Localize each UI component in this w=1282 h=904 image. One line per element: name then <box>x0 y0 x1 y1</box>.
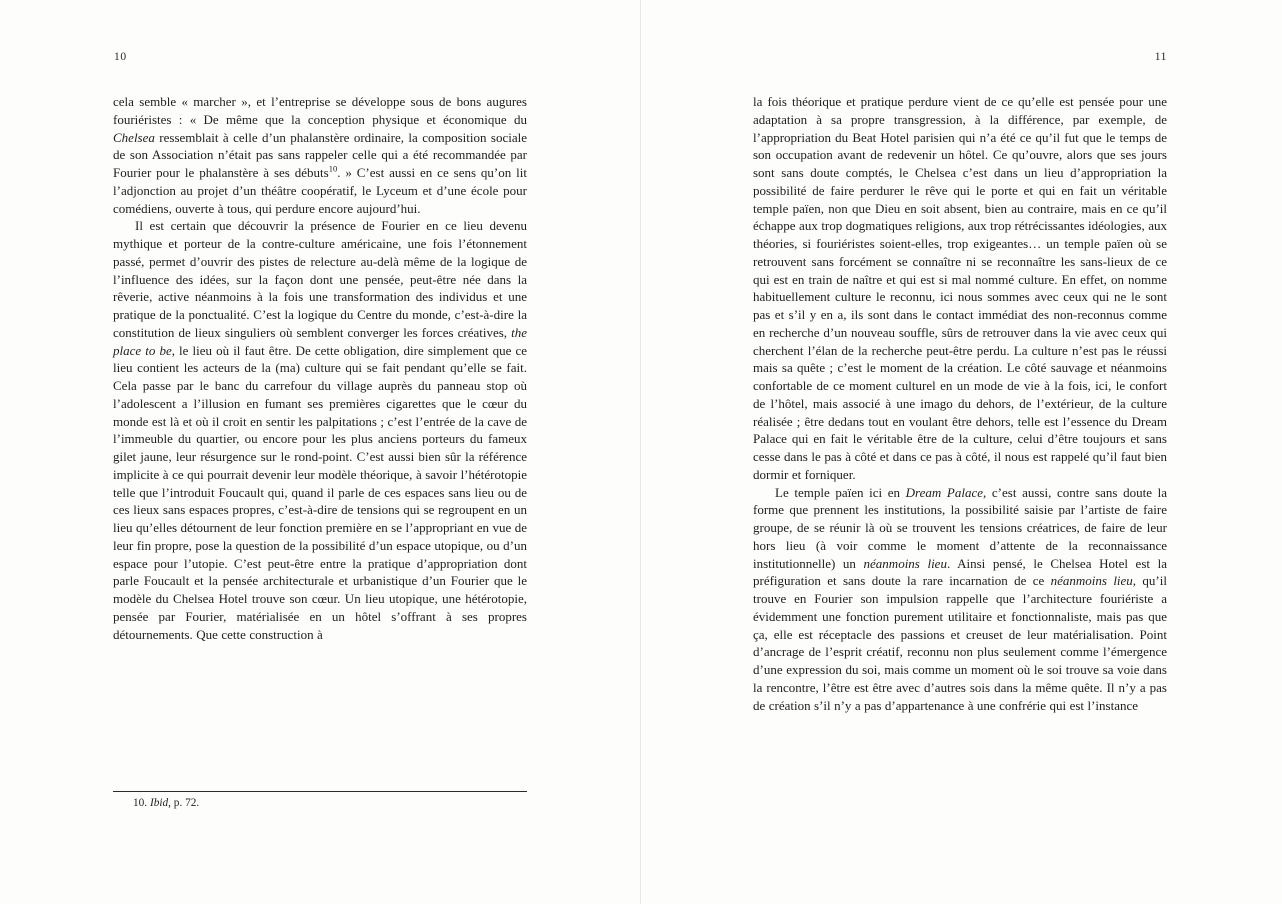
text-run: , le lieu où il faut être. De cette obligation, dire simplement que ce lieu contient les acteurs de la (ma) culture qui se fait pendant qu’elle se fait. Cela passe par le banc du carrefour du village auprès du panneau stop où l’adolescent a l’illusion en fumant ses premières cigarettes que le cœur du monde est là et où il croit en sentir les palpitations ; c’est l’entrée de la cave de l’immeuble du quartier, ou encore pour les plus anciens porteurs du fameux gilet jaune, leur résurgence sur le rond-point. C’est aussi bien sûr la référence implicite à ce qui pourrait devenir leur modèle théorique, à savoir l’hétérotopie telle que l’introduit Foucault qui, quand il parle de ces espaces sans lieu ou de ces lieux sans espaces propres, c’est-à-dire de tensions qui se regroupent en un lieu qu’elles détournent de leur fonction première en se l’appropriant en vue de leur fin propre, pose la question de la possibilité d’un espace utopique, ou d’un espace pour l’utopie. C’est peut-être entre la pratique d’appropriation dont parle Foucault et la pensée architecturale et urbanistique d’un Fourier que le modèle du Chelsea Hotel trouve son cœur. Un lieu utopique, une hétérotopie, pensée par Fourier, matérialisée en un hôtel s’offrant à ses propres détournements. Que cette construction à <box>113 342 527 642</box>
footnote-block <box>113 791 527 811</box>
page-gutter <box>640 0 641 904</box>
paragraph <box>113 217 527 643</box>
text-run: , c’est aussi, contre sans doute la forme que prennent les institutions, la possibilité saisie par l’artiste de faire groupe, de se réunir là où se trouvent les tensions créatrices, de faire de leur hors lieu (à voir comme le moment d’attente de la reconnaissance institutionnelle) un <box>753 484 1167 571</box>
text-run: qu’il trouve en Fourier son impulsion rappelle que l’architecture fouriériste a évidemment une fonction purement utilitaire et fonctionnaliste, mais pas que ça, elle est réceptacle des passions et creuset de leur matérialisation. Point d’ancrage de l’esprit créatif, reconnu non plus seulement comme l’émergence d’une expression du soi, mais comme un moment où le soi trouve sa voie dans la rencontre, l’être est être avec d’autres sois dans la même quête. Il n’y a pas de création s’il n’y a pas d’appartenance à une confrérie qui est l’instance <box>753 573 1167 713</box>
text-run: . » C’est aussi en ce sens qu’on lit l’adjonction au projet d’un théâtre coopératif, le Lyceum et d’une école pour comédiens, ouverte à tous, qui perdure encore aujourd’hui. <box>113 165 527 216</box>
text-run: the place to be <box>113 324 527 358</box>
paragraph <box>113 93 527 217</box>
text-run: , p. 72. <box>168 797 200 809</box>
right-page-text-column <box>753 93 1167 714</box>
text-run: la fois théorique et pratique perdure vient de ce qu’elle est pensée pour une adaptation à sa propre transgression, à la différence, par exemple, de l’appropriation du Beat Hotel parisien qui n’a été ce qu’il fut que le temps de son occupation avant de redevenir un hôtel. Ce qu’ouvre, alors que ses jours sont sans doute comptés, le Chelsea c’est dans un lieu d’appropriation la possibilité de faire perdurer le rêve qui le porte et qui en fait un véritable temple païen, non que Dieu en soit absent, bien au contraire, mais en ce qu’il échappe aux trop dogmatiques religions, aux trop rétrécissantes idéologies, aux théories, si fouriéristes soient-elles, trop exigeantes… un temple païen où se retrouvent sans forcément se connaître ni se reconnaître les sans-lieux de ce qui est en train de naître et qui est si mal nommé culture. En effet, on nomme habituellement culture le reconnu, ici nous sommes avec ceux qui ne le sont pas et s’il y en a, ils sont dans le contact immédiat des non-reconnus comme en recherche d’un nouveau souffle, sûrs de retrouver dans la vie avec ceux qui cherchent l’élan de la recherche peut-être perdu. La culture n’est pas le réussi mais sa quête ; c’est le moment de la création. Le côté sauvage et néanmoins confortable de ce moment culturel en un mode de vie à la fois, ici, le confort de l’hôtel, mais associé à une imago du dehors, de l’extérieur, de la culture réalisée ; être dedans tout en voulant être dehors, telle est l’essence du Dream Palace qui en fait le véritable être de la culture, celui d’être toujours et sans cesse dans le pas à côté et dans ce pas à côté, il nous est rappelé qu’il faut bien dormir et forniquer. <box>753 94 1167 482</box>
text-run: . Ainsi pensé, le Chelsea Hotel est la préfiguration et sans doute la rare incarnation de ce <box>753 555 1167 589</box>
paragraph <box>753 93 1167 484</box>
text-run: Dream Palace <box>905 484 984 500</box>
text-run: néanmoins lieu, <box>1050 573 1137 589</box>
text-run: cela semble « marcher », et l’entreprise se développe sous de bons augures fouriéristes : « De même que la conception physique et économique du <box>113 94 527 127</box>
paragraph <box>753 484 1167 715</box>
text-run: Il est certain que découvrir la présence de Fourier en ce lieu devenu mythique et porteur de la contre-culture américaine, une fois l’étonnement passé, permet d’ouvrir des pistes de relecture au-delà même de la logique de l’influence des idées, sur la façon dont une pensée, peut-être née dans la rêverie, active néanmoins à la fois une transformation des individus et une pratique de la ponctualité. C’est la logique du Centre du monde, c’est-à-dire la constitution de lieux singuliers où semblent converger les forces créatives, <box>113 218 527 340</box>
footnote-reference: 10 <box>328 163 338 174</box>
page-number-left: 10 <box>114 51 127 63</box>
text-run: ressemblait à celle d’un phalanstère ordinaire, la composition sociale de son Association n’était pas sans rappeler celle qui a été recommandée par Fourier pour le phalanstère à ses débuts <box>113 129 527 180</box>
footnote-rule <box>113 791 527 792</box>
page-number-right: 11 <box>1154 51 1167 63</box>
left-page-text-column <box>113 93 527 643</box>
text-run: Ibid <box>149 797 169 809</box>
footnote <box>113 796 527 811</box>
text-run: 10. <box>133 797 150 809</box>
text-run: Chelsea <box>113 129 155 145</box>
text-run: Le temple païen ici en <box>775 484 906 500</box>
text-run: néanmoins lieu <box>863 555 947 571</box>
